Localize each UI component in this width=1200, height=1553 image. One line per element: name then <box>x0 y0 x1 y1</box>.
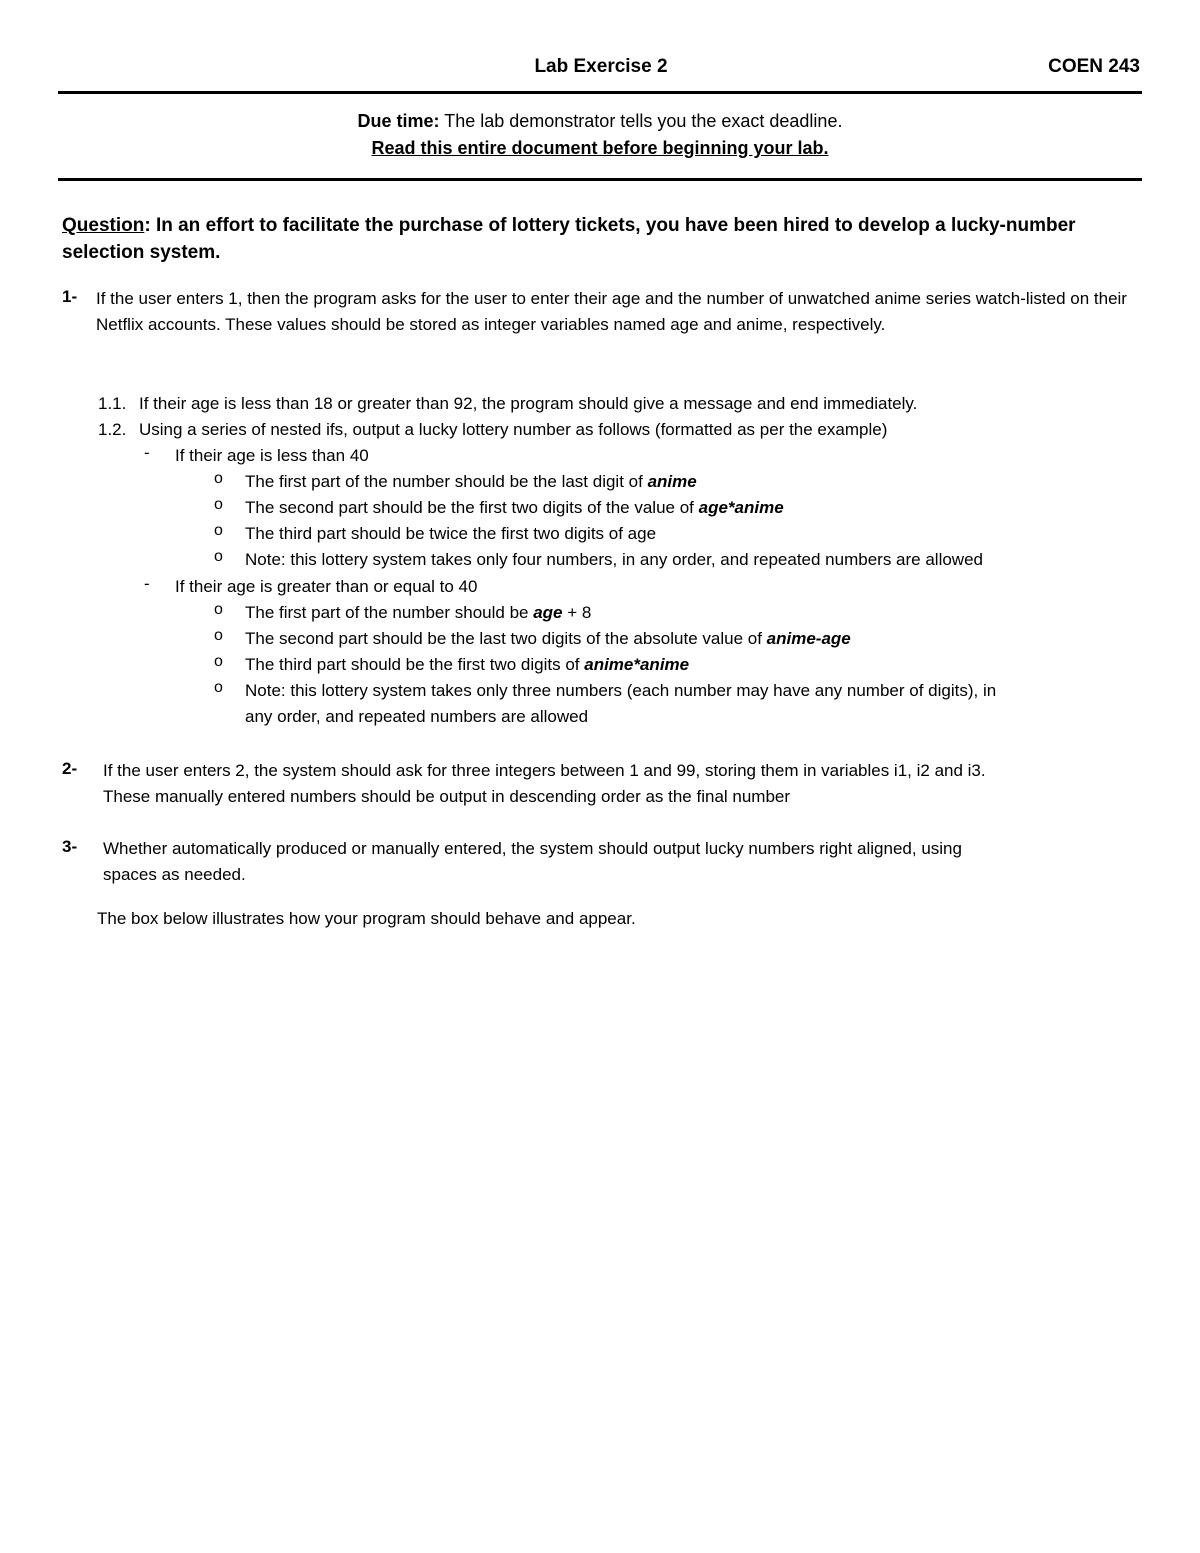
item-1-number: 1- <box>62 287 78 306</box>
over-40-bullet-3 <box>245 652 689 678</box>
course-code: COEN 243 <box>1048 56 1140 77</box>
variable-emphasis: anime-age <box>766 629 851 648</box>
variable-emphasis: anime <box>647 472 697 491</box>
item-1-2-text: Using a series of nested ifs, output a lucky lottery number as follows (formatted as per the example) <box>139 420 888 439</box>
due-time-text: The lab demonstrator tells you the exact deadline. <box>439 111 843 131</box>
over-40-label: If their age is greater than or equal to 40 <box>175 577 478 596</box>
page-header <box>60 56 1142 82</box>
question-label: Question <box>62 215 145 236</box>
item-1-1-text: If their age is less than 18 or greater than 92, the program should give a message and end immediately. <box>139 394 918 413</box>
question-text: : In an effort to facilitate the purchase of lottery tickets, you have been hired to develop a lucky-number selection system. <box>62 215 1076 263</box>
bullet-marker: o <box>214 627 223 644</box>
over-40-bullet-1 <box>245 600 591 626</box>
over-40-bullet-4-line-2: any order, and repeated numbers are allowed <box>245 707 589 726</box>
due-time-label: Due time: <box>357 111 440 131</box>
bullet-text: The second part should be the last two digits of the absolute value of <box>245 629 767 648</box>
bullet-marker: o <box>214 496 223 513</box>
dash-marker: - <box>144 443 150 462</box>
under-40-label: If their age is less than 40 <box>175 446 369 465</box>
variable-emphasis: age*anime <box>698 498 784 517</box>
lab-title: Lab Exercise 2 <box>534 56 668 77</box>
bullet-marker: o <box>214 522 223 539</box>
item-2-line-2: These manually entered numbers should be output in descending order as the final number <box>103 787 791 806</box>
over-40-bullet-2 <box>245 626 851 652</box>
item-1-text: If the user enters 1, then the program asks for the user to enter their age and the number of unwatched anime series watch-listed on their Netflix accounts. These values should be stored as integer variables named age and anime, respectively. <box>96 289 1127 334</box>
under-40-bullet-4: Note: this lottery system takes only four numbers, in any order, and repeated numbers are allowed <box>245 550 983 569</box>
item-1-1-number: 1.1. <box>98 394 127 413</box>
question-statement <box>62 212 1142 266</box>
item-2-line-1: If the user enters 2, the system should ask for three integers between 1 and 99, storing them in variables i1, i2 and i3. <box>103 761 986 780</box>
bullet-marker: o <box>214 679 223 696</box>
over-40-bullet-4-line-1: Note: this lottery system takes only three numbers (each number may have any number of digits), in <box>245 681 997 700</box>
top-rule <box>58 91 1142 94</box>
bullet-marker: o <box>214 601 223 618</box>
bullet-marker: o <box>214 653 223 670</box>
bottom-rule <box>58 178 1142 181</box>
bullet-marker: o <box>214 470 223 487</box>
closing-text: The box below illustrates how your program should behave and appear. <box>97 909 636 928</box>
variable-emphasis: anime*anime <box>584 655 690 674</box>
item-3-line-2: spaces as needed. <box>103 865 246 884</box>
bullet-text: The first part of the number should be <box>245 603 534 622</box>
bullet-text: The first part of the number should be the last digit of <box>245 472 648 491</box>
bullet-text: The third part should be the first two digits of <box>245 655 585 674</box>
variable-emphasis: age <box>533 603 563 622</box>
read-notice: Read this entire document before beginning your lab. <box>371 138 829 158</box>
dash-marker: - <box>144 574 150 593</box>
item-3-line-1: Whether automatically produced or manually entered, the system should output lucky numbers right aligned, using <box>103 839 962 858</box>
item-3-number: 3- <box>62 837 78 856</box>
under-40-bullet-3: The third part should be twice the first two digits of age <box>245 524 657 543</box>
under-40-bullet-2 <box>245 495 784 521</box>
item-1-2-number: 1.2. <box>98 420 127 439</box>
under-40-bullet-1 <box>245 469 697 495</box>
due-time-line <box>58 111 1142 132</box>
bullet-text: + 8 <box>562 603 592 622</box>
item-2-number: 2- <box>62 759 78 778</box>
bullet-marker: o <box>214 548 223 565</box>
bullet-text: The second part should be the first two digits of the value of <box>245 498 699 517</box>
